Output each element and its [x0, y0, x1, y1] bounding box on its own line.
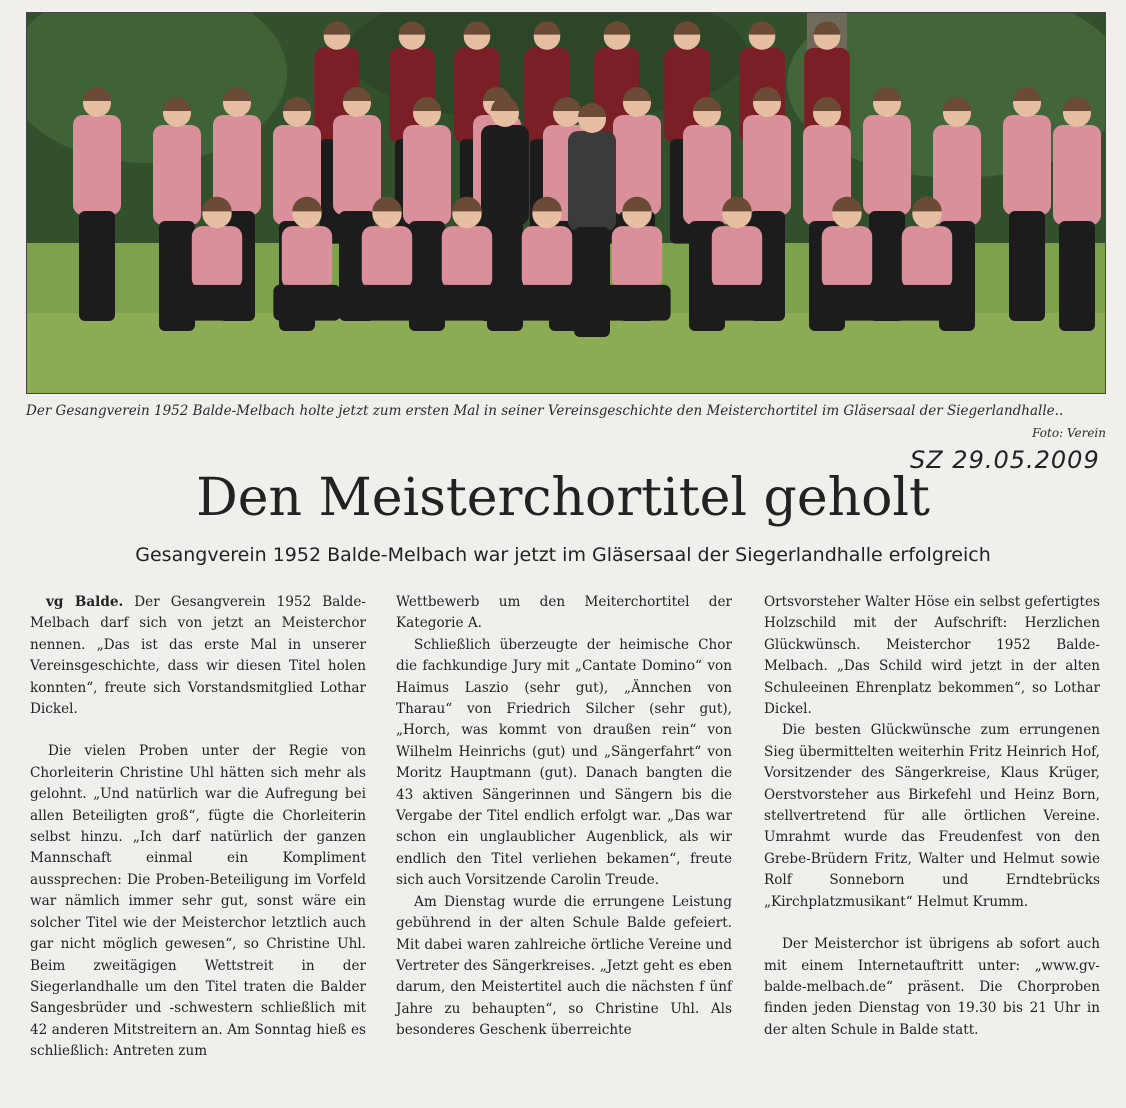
- choir-member-figure: [73, 87, 121, 321]
- paragraph: Der Meisterchor ist übrigens ab sofort auch mit einem Internetauftritt unter: „www.gv-balde-melbach.de“ präsent. Die Chorproben finden jeden Dienstag von 19.30 bis 21 Uhr in der alten Schule in Balde statt.: [764, 936, 1100, 1038]
- paragraph: Die besten Glückwünsche zum errungenen Sieg übermittelten weiterhin Fritz Heinrich Hof, Vorsitzender des Sängerkreise, Klaus Krüger, Oerstvorsteher aus Birkefehl und Heinz Born, stellvertretend für alle örtlichen Vereine. Umrahmt wurde das Freudenfest von den Grebe-Brüdern Fritz, Walter und Helmut sowie Rolf Sonneborn und Erndtebrücks „Kirchplatzmusikant“ Helmut Krumm.: [764, 722, 1100, 910]
- date-stamp: SZ 29.05.2009: [910, 446, 1100, 474]
- article-subheadline: Gesangverein 1952 Balde-Melbach war jetzt im Gläsersaal der Siegerlandhalle erfolgreich: [135, 544, 991, 566]
- paragraph: [30, 592, 366, 720]
- article-column-3: [764, 592, 1100, 1041]
- article-headline: Den Meisterchortitel geholt: [196, 468, 930, 528]
- article-column-1: [30, 592, 366, 1063]
- choir-member-figure: [1003, 87, 1051, 321]
- paragraph: Wettbewerb um den Meiterchortitel der Kategorie A.: [396, 594, 732, 632]
- article-column-2: [396, 592, 732, 1042]
- photo-credit: Foto: Verein: [1032, 426, 1106, 440]
- dateline: vg Balde.: [46, 594, 124, 610]
- paragraph: Die vielen Proben unter der Regie von Chorleiterin Christine Uhl hätten sich mehr als gelohnt. „Und natürlich war die Aufregung bei allen Beteiligten groß“, fügte die Chorleiterin selbst hinzu. „Ich darf natürlich der ganzen Mannschaft einmal ein Kompliment aussprechen: Die Proben-Beteiligung im Vorfeld war nämlich immer sehr gut, sonst wäre ein solcher Titel wie der Meisterchor letztlich auch gar nicht möglich gewesen“, so Christine Uhl. Beim zweitägigen Wettstreit in der Siegerlandhalle um den Titel traten die Balder Sangesbrüder und -schwestern schließlich mit 42 anderen Mitstreitern an. Am Sonntag hieß es schließlich: Antreten zum: [30, 743, 366, 1060]
- paragraph: Am Dienstag wurde die errungene Leistung gebührend in der alten Schule Balde gefeiert. Mit dabei waren zahlreiche örtliche Vereine und Vertreter des Sängerkreises. „Jetzt geht es eben darum, den Meistertitel auch die nächsten f ünf Jahre zu behaupten“, so Christine Uhl. Als besonderes Geschenk überreichte: [396, 893, 732, 1039]
- choir-member-figure: [1053, 97, 1101, 331]
- group-photo: [26, 12, 1106, 394]
- choir-photo-illustration: [27, 13, 1106, 394]
- paragraph: Schließlich überzeugte der heimische Chor die fachkundige Jury mit „Cantate Domino“ von Haimus Laszio (sehr gut), „Ännchen von Tharau“ von Friedrich Silcher (sehr gut), „Horch, was kommt von draußen rein“ von Wilhelm Heinrichs (gut) und „Sängerfahrt“ von Moritz Hauptmann (gut). Danach bangten die 43 aktiven Sängerinnen und Sängern bis die Vergabe der Titel endlich erfolgt war. „Das war schon ein unglaublicher Augenblick, als wir endlich den Titel verliehen bekamen“, freute sich auch Vorsitzende Carolin Treude.: [396, 636, 732, 889]
- photo-caption: Der Gesangverein 1952 Balde-Melbach holte jetzt zum ersten Mal in seiner Vereinsgeschichte den Meisterchortitel im Gläsersaal der Siegerlandhalle..: [26, 403, 1064, 419]
- paragraph: Ortsvorsteher Walter Höse ein selbst gefertigtes Holzschild mit der Aufschrift: Herzlichen Glückwünsch. Meisterchor 1952 Balde-Melbach. „Das Schild wird jetzt in der alten Schuleeinen Ehrenplatz bekommen“, so Lothar Dickel.: [764, 594, 1100, 718]
- paragraph-text: Der Gesangverein 1952 Balde-Melbach darf sich von jetzt an Meisterchor nennen. „Das ist das erste Mal in unserer Vereinsgeschichte, dass wir diesen Titel holen konnten“, freute sich Vorstandsmitglied Lothar Dickel.: [30, 594, 366, 718]
